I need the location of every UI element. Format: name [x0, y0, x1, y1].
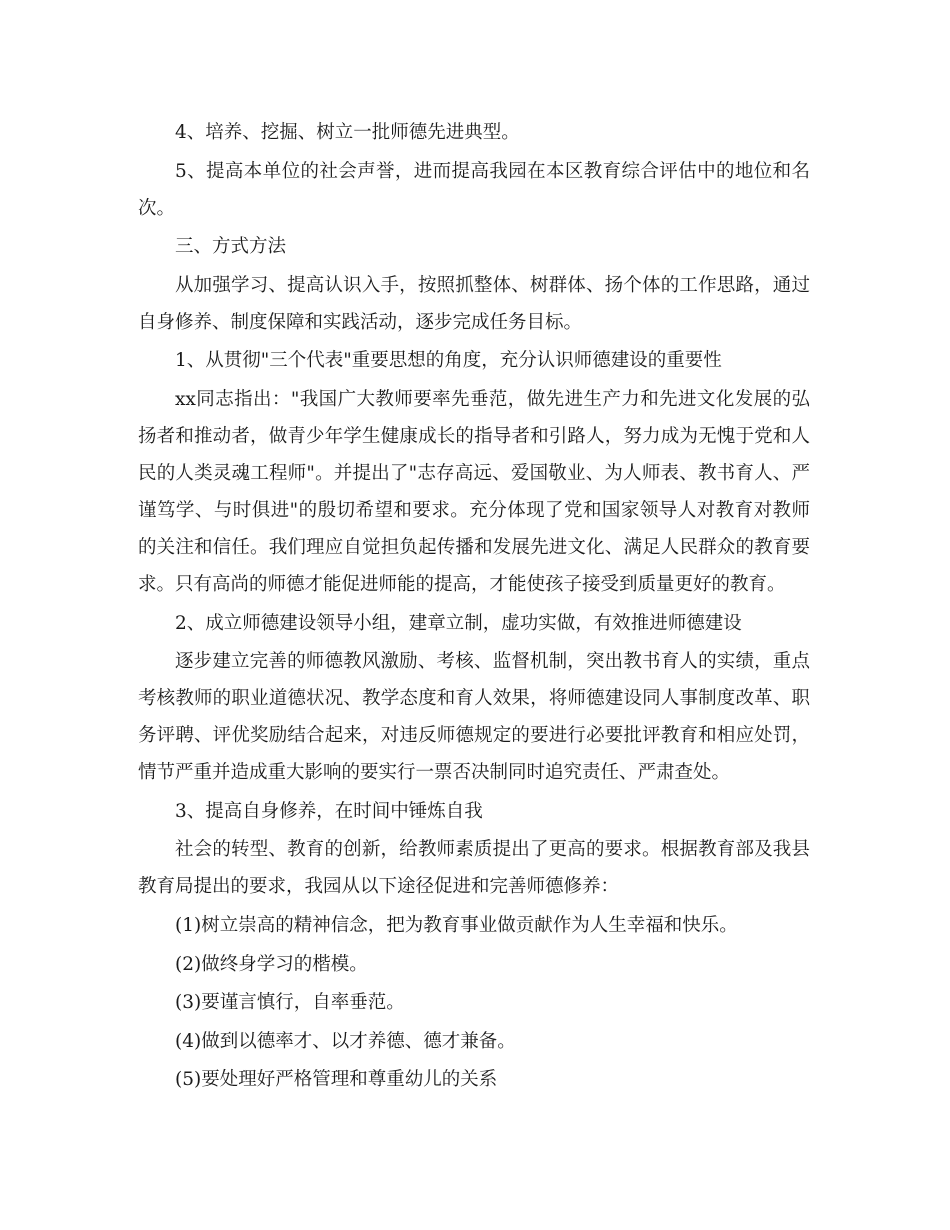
list-item-3: (3)要谨言慎行，自率垂范。 — [175, 992, 405, 1014]
paragraph-requirements: 社会的转型、教育的创新，给教师素质提出了更高的要求。根据教育部及我县教育局提出的要求，我园从以下途径促进和完善师德修养： — [138, 839, 810, 898]
list-item-5: (5)要处理好严格管理和尊重幼儿的关系 — [175, 1069, 498, 1091]
list-item-2: (2)做终身学习的楷模。 — [175, 953, 368, 975]
paragraph-mechanism: 逐步建立完善的师德教风激励、考核、监督机制，突出教书育人的实绩，重点考核教师的职业道德状况、教学态度和育人效果，将师德建设同人事制度改革、职务评聘、评优奖励结合起来，对违反师德规定的要进行必要批评教育和相应处罚，情节严重并造成重大影响的要实行一票否决制同时追究责任、严肃查处。 — [138, 651, 810, 784]
subheading-2: 2、成立师德建设领导小组，建章立制，虚功实做，有效推进师德建设 — [175, 612, 742, 634]
subheading-1: 1、从贯彻"三个代表"重要思想的角度，充分认识师德建设的重要性 — [175, 350, 722, 372]
document-body — [138, 114, 810, 1100]
subheading-3: 3、提高自身修养，在时间中锤炼自我 — [175, 800, 483, 822]
section-heading-methods: 三、方式方法 — [175, 236, 287, 258]
paragraph-item-4: 4、培养、挖掘、树立一批师德先进典型。 — [175, 122, 520, 143]
list-item-4: (4)做到以德率才、以才养德、德才兼备。 — [175, 1030, 516, 1052]
list-item-1: (1)树立崇高的精神信念，把为教育事业做贡献作为人生幸福和快乐。 — [175, 914, 738, 936]
paragraph-item-5: 5、提高本单位的社会声誉，进而提高我园在本区教育综合评估中的地位和名次。 — [138, 160, 810, 219]
paragraph-methods-intro: 从加强学习、提高认识入手，按照抓整体、树群体、扬个体的工作思路，通过自身修养、制度保障和实践活动，逐步完成任务目标。 — [138, 274, 810, 333]
paragraph-quote: xx同志指出："我国广大教师要率先垂范，做先进生产力和先进文化发展的弘扬者和推动者，做青少年学生健康成长的指导者和引路人，努力成为无愧于党和人民的人类灵魂工程师"。并提出了"志存高远、爱国敬业、为人师表、教书育人、严谨笃学、与时俱进"的殷切希望和要求。充分体现了党和国家领导人对教育对教师的关注和信任。我们理应自觉担负起传播和发展先进文化、满足人民群众的教育要求。只有高尚的师德才能促进师能的提高，才能使孩子接受到质量更好的教育。 — [138, 388, 810, 595]
